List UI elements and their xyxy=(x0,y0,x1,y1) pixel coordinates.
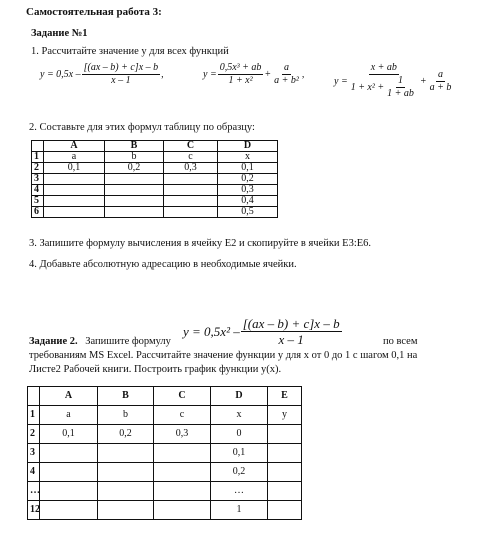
task2-formula-left: y = 0,5x² – xyxy=(183,323,240,339)
formula-3-denominator-2: a + b xyxy=(429,81,452,93)
table-cell: 0,1 xyxy=(44,163,105,174)
table-cell: c xyxy=(154,406,211,425)
table-row xyxy=(28,406,302,425)
table-cell xyxy=(98,444,154,463)
table-cell: a xyxy=(44,152,105,163)
formula-1-numerator: [(ax – b) + c]x – b xyxy=(83,62,159,73)
task2-formula-denominator: x – 1 xyxy=(278,332,304,347)
table-cell xyxy=(105,174,164,185)
task2-formula xyxy=(183,316,343,347)
table-row xyxy=(28,463,302,482)
table-cell: … xyxy=(211,482,268,501)
column-header: C xyxy=(154,387,211,406)
table-cell xyxy=(105,207,164,218)
column-header: A xyxy=(44,141,105,152)
task2-heading: Задание 2. xyxy=(29,336,78,347)
row-header: 12 xyxy=(28,501,40,520)
column-header: D xyxy=(211,387,268,406)
table-cell: y xyxy=(268,406,302,425)
table-cell: c xyxy=(164,152,218,163)
row-header: 5 xyxy=(32,196,44,207)
task1-item3: 3. Запишите формулу вычисления в ячейку E2 и скопируйте в ячейки E3:E6. xyxy=(29,238,372,249)
task2-line1-end: по всем xyxy=(383,336,418,347)
task1-item1: 1. Рассчитайте значение y для всех функций xyxy=(31,46,229,57)
task2-line3: Листе2 Рабочей книги. Построить график функции y(x). xyxy=(29,364,282,375)
table-cell xyxy=(154,463,211,482)
table-cell: b xyxy=(98,406,154,425)
table-header-row xyxy=(32,141,278,152)
formula-3-plus: + xyxy=(419,75,427,87)
row-header: 1 xyxy=(32,152,44,163)
table-cell: 0,2 xyxy=(105,163,164,174)
table-cell xyxy=(164,196,218,207)
table-cell: b xyxy=(105,152,164,163)
table-cell xyxy=(40,482,98,501)
table-cell: 0,2 xyxy=(218,174,278,185)
formula-2-plus: + xyxy=(264,69,272,80)
table-row xyxy=(28,482,302,501)
row-header: 4 xyxy=(28,463,40,482)
table-cell xyxy=(44,174,105,185)
table-cell: 1 xyxy=(211,501,268,520)
table-cell xyxy=(40,501,98,520)
table-row xyxy=(32,196,278,207)
table-cell xyxy=(98,482,154,501)
task2-table xyxy=(27,386,302,520)
column-header: C xyxy=(164,141,218,152)
table-cell xyxy=(268,463,302,482)
table-cell xyxy=(98,463,154,482)
table-cell xyxy=(154,444,211,463)
task2-line2: требованиям MS Excel. Рассчитайте значение функции y для x от 0 до 1 с шагом 0,1 на xyxy=(29,350,418,361)
formula-1 xyxy=(40,62,164,87)
table-row xyxy=(32,174,278,185)
formula-3-left: y = xyxy=(334,75,348,87)
formula-3 xyxy=(334,62,454,100)
formula-3-inner-numerator: 1 xyxy=(398,75,403,86)
table-cell xyxy=(44,207,105,218)
table-cell xyxy=(44,196,105,207)
table-cell: x xyxy=(211,406,268,425)
task1-heading: Задание №1 xyxy=(31,28,88,39)
column-header: A xyxy=(40,387,98,406)
table-cell xyxy=(164,174,218,185)
table-cell xyxy=(268,425,302,444)
formula-3-denominator-part: 1 + x² + xyxy=(350,81,385,93)
table-cell xyxy=(268,501,302,520)
formula-2-left: y = xyxy=(203,69,217,80)
row-header: 2 xyxy=(28,425,40,444)
task1-table xyxy=(31,140,278,218)
row-header: 4 xyxy=(32,185,44,196)
table-cell xyxy=(268,444,302,463)
table-corner-cell xyxy=(32,141,44,152)
row-header: … xyxy=(28,482,40,501)
row-header: 1 xyxy=(28,406,40,425)
formula-2-denominator-2: a + b² xyxy=(274,75,299,86)
table-cell: 0,3 xyxy=(218,185,278,196)
column-header: B xyxy=(105,141,164,152)
formula-2-comma: , xyxy=(301,69,305,80)
column-header: B xyxy=(98,387,154,406)
table-cell xyxy=(268,482,302,501)
table-cell: 0,3 xyxy=(164,163,218,174)
table-cell xyxy=(164,207,218,218)
table-cell: a xyxy=(40,406,98,425)
task2-line1 xyxy=(29,336,171,347)
table-row xyxy=(32,207,278,218)
table-cell: 0,5 xyxy=(218,207,278,218)
page-title: Самостоятельная работа 3: xyxy=(26,6,162,18)
table-cell xyxy=(154,482,211,501)
task2-line1-text: Запишите формулу xyxy=(85,336,171,347)
formula-3-numerator-2: a xyxy=(438,68,443,80)
task2-formula-numerator: [(ax – b) + c]x – b xyxy=(242,316,340,331)
table-cell xyxy=(40,463,98,482)
table-cell: 0,1 xyxy=(40,425,98,444)
row-header: 6 xyxy=(32,207,44,218)
task1-item4: 4. Добавьте абсолютную адресацию в необходимые ячейки. xyxy=(29,259,297,270)
table-row xyxy=(28,425,302,444)
table-cell: x xyxy=(218,152,278,163)
table-cell: 0,2 xyxy=(211,463,268,482)
row-header: 3 xyxy=(28,444,40,463)
formula-2-numerator-1: 0,5x³ + ab xyxy=(219,62,262,73)
table-row xyxy=(32,163,278,174)
table-corner-cell xyxy=(28,387,40,406)
table-cell xyxy=(164,185,218,196)
table-cell: 0 xyxy=(211,425,268,444)
column-header: E xyxy=(268,387,302,406)
table-cell xyxy=(154,501,211,520)
formula-1-comma: , xyxy=(161,69,164,80)
table-cell: 0,2 xyxy=(98,425,154,444)
formula-1-left: y = 0,5x – xyxy=(40,69,81,80)
row-header: 2 xyxy=(32,163,44,174)
formula-2 xyxy=(203,62,304,87)
table-cell xyxy=(44,185,105,196)
table-cell xyxy=(105,185,164,196)
table-cell: 0,3 xyxy=(154,425,211,444)
formula-2-denominator-1: 1 + x² xyxy=(228,75,253,86)
task1-item2: 2. Составьте для этих формул таблицу по образцу: xyxy=(29,122,255,133)
table-header-row xyxy=(28,387,302,406)
formula-3-numerator-1: x + ab xyxy=(370,62,397,73)
formula-3-inner-denominator: 1 + ab xyxy=(387,88,414,99)
table-row xyxy=(28,501,302,520)
table-cell: 0,1 xyxy=(211,444,268,463)
formula-2-numerator-2: a xyxy=(284,62,289,73)
table-row xyxy=(28,444,302,463)
table-cell: 0,4 xyxy=(218,196,278,207)
table-row xyxy=(32,185,278,196)
column-header: D xyxy=(218,141,278,152)
table-cell: 0,1 xyxy=(218,163,278,174)
table-cell xyxy=(105,196,164,207)
table-cell xyxy=(98,501,154,520)
table-row xyxy=(32,152,278,163)
table-cell xyxy=(40,444,98,463)
formula-1-denominator: x – 1 xyxy=(111,75,131,86)
row-header: 3 xyxy=(32,174,44,185)
